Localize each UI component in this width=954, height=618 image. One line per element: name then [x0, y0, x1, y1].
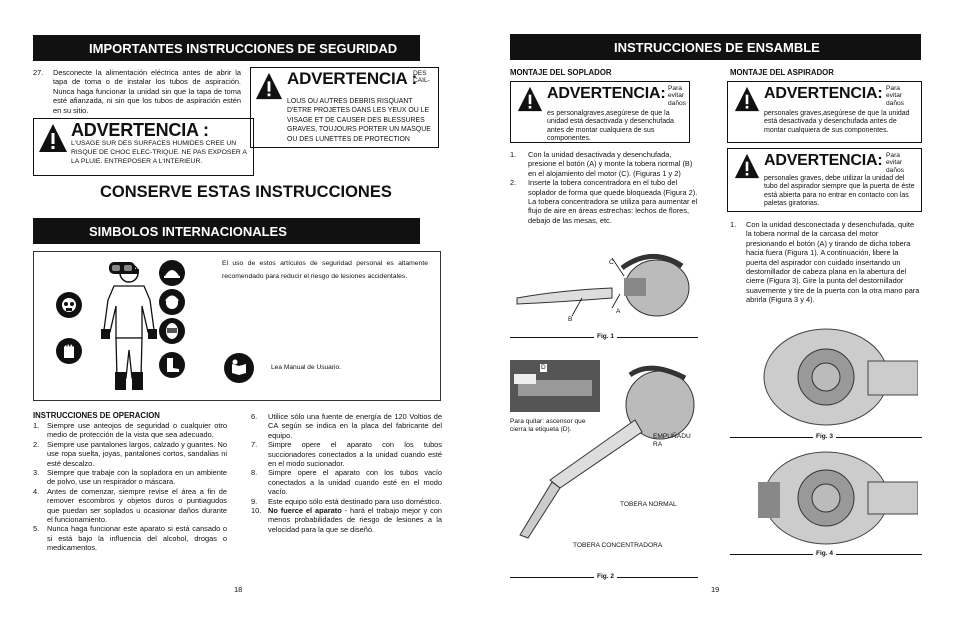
ear-protection-icon — [159, 289, 185, 315]
right-header-bar: INSTRUCCIONES DE ENSAMBLE — [510, 34, 921, 60]
warning-text: LOUS OU AUTRES DEBRIS RISQUANT D'ETRE PROJETES DANS LES YEUX OU LE VISAGE ET DE CAUSER DES BLESSURES GRAVES, TOUJOURS PORTER UN MASQUE OU DES LUNETTES DE PROTECTION — [287, 98, 431, 143]
warning-title: ADVERTENCIA: — [764, 85, 883, 102]
warning-box-vacuum-1 — [727, 81, 922, 143]
fig2-nozzle-normal-label: TOBERA NORMAL — [620, 501, 677, 508]
warning-title: ADVERTENCIA : — [287, 69, 417, 88]
warning-box-blower — [510, 81, 690, 143]
blower-step: 2. Inserte la tobera concentradora en el tubo del soplador de forma que quede bloqueada (Figura 2). La tobera concentradora se utiliza para aumentar el flujo de aire en áreas estrechas: lechos de flores, debajo de las mesas, etc. — [510, 178, 698, 225]
fig2-label-d: D — [541, 364, 546, 371]
symbols-box — [33, 251, 441, 401]
warning-box-vacuum-2 — [727, 148, 922, 212]
blower-step: 1. Con la unidad desactivada y desenchufada, presione el botón (A) y monte la tobera normal (B) en el alojamiento del motor (C). (Figuras 1 y 2) — [510, 150, 693, 178]
figure-2-blower-illustration — [510, 360, 700, 550]
blower-heading: MONTAJE DEL SOPLADOR — [510, 68, 612, 77]
warning-triangle-icon — [734, 86, 760, 112]
operation-item: 8. Simpre opere el aparato con los tubos vacío conectados a la unidad cuando esté en el modo vacío. — [251, 468, 442, 497]
warning-box-debris — [250, 67, 439, 148]
warning-title: ADVERTENCIA: — [547, 85, 666, 102]
operation-list-a — [33, 421, 227, 553]
fig1-label-b: B — [568, 316, 573, 323]
warning-triangle-icon — [517, 86, 543, 112]
warning-text: es personalgraves,asegúrese de que la unidad está desactivada y desenchufada antes de montar cualquiera de sus componentes. — [547, 110, 674, 143]
vacuum-step: 1. Con la unidad desconectada y desenchufada, quite la tobera normal de la carcasa del motor presionando el botón (A) y tirando de dicha tobera hacia fuera (Figura 1). A continuación, libere la puerta del aspirador con cuidado insertando un destornillador de cabeza plana en la abertura del cierre (Figura 3). Gire la punta del destornillador suavemente y tire de la puerta con la otra mano para abrirla (Figura 3 y 4). — [730, 220, 920, 305]
warning-side-text: Para evitar daños — [886, 85, 904, 107]
operation-item: 2. Siempre use pantalones largos, calzado y guantes. No use ropa suelta, joyas, pantalones cortos, sandalias ni esté descalzo. — [33, 439, 227, 468]
warning-title: ADVERTENCIA : — [71, 120, 209, 140]
respirator-icon — [56, 292, 82, 318]
warning-text: personales graves,asegúrese de que la unidad está desactivada y desenchufada antes de montar cualquiera de sus componentes. — [764, 110, 910, 134]
symbols-bar: SIMBOLOS INTERNACIONALES — [33, 218, 420, 244]
fig2-nozzle-conc-label: TOBERA CONCENTRADORA — [573, 542, 663, 549]
hard-hat-icon — [159, 260, 185, 286]
operation-item: 1. Siempre use anteojos de seguridad o cualquier otro medio de protección de la vista que sea adecuado. — [33, 421, 227, 440]
operation-item: 3. Siempre que trabaje con la sopladora en un ambiente de polvo, use un respirador o máscara. — [33, 468, 227, 487]
warning-side-text: Para evitar daños — [886, 152, 904, 174]
figure-3-vacuum-door-illustration — [748, 325, 918, 433]
page-number-right: 19 — [711, 585, 720, 594]
warning-text: L'USAGE SUR DES SURFACES HUMIDES CREE UN RISQUE DE CHOC ELEC-TRIQUE. NE PAS EXPOSER A LA PLUIE. ENTREPOSER A L'INTERIEUR. — [71, 140, 247, 165]
warning-side-text: DES CAIL- — [413, 70, 430, 85]
read-manual-icon — [224, 353, 254, 383]
left-header-title: IMPORTANTES INSTRUCCIONES DE SEGURIDAD — [89, 40, 398, 56]
operation-list-b — [251, 412, 442, 534]
gloves-icon — [56, 338, 82, 364]
page-number-left: 18 — [234, 585, 243, 594]
figure-1-blower-illustration — [512, 238, 692, 328]
operation-heading: INSTRUCCIONES DE OPERACION — [33, 411, 160, 420]
warning-box-wet-surfaces — [33, 118, 254, 176]
warning-text: personales graves, debe utilizar la unidad del tubo del aspirador siempre que la puerta de éste está abierta para no entrar en contacto con las paletas giratorias. — [764, 175, 915, 208]
symbols-description: El uso de estos artículos de seguridad personal es altamente recomendado para reducir el riesgo de lesiones accidentales. — [222, 260, 428, 280]
item-27: 27. Desconecte la alimentación eléctrica antes de abrir la tapa de toma o de instalar los tubos de aspiración. Nunca haga funcionar la unidad sin que la tapa de toma esté afianzada, ni sin que los tubos de aspiración estén en su sitio. — [33, 68, 241, 115]
operation-item: 9. Este equipo sólo está destinado para uso doméstico. — [251, 496, 442, 506]
fig2-handle-label: EMPUÑADU RA — [653, 433, 691, 448]
warning-triangle-icon — [38, 123, 68, 153]
fig1-label-c: C — [609, 259, 614, 266]
operation-item: 4. Antes de comenzar, siempre revise el área a fin de remover escombros y objetos duros o puntiagudos que puedan ser soplados u ocasionar daños durante el funcionamiento. — [33, 486, 227, 525]
fig3-caption: Fig. 3 — [813, 433, 836, 440]
fig2-remove-tag-text: Para quitar: ascensor que cierra la etiqueta (D). — [510, 418, 586, 433]
operation-item-10: 10. No fuerce el aparato - hará el trabajo mejor y con menos probabilidades de riesgo de lesiones a la velocidad para la que se diseñó. — [251, 506, 442, 534]
safety-goggles-icon — [108, 258, 136, 278]
vacuum-steps — [730, 220, 920, 305]
vacuum-heading: MONTAJE DEL ASPIRADOR — [730, 68, 834, 77]
warning-side-text: Para evitar daños — [668, 85, 686, 107]
warning-triangle-icon — [734, 153, 760, 179]
operation-item: 6. Utilice sólo una fuente de energía de 120 Voltios de CA según se indica en la placa del fabricante del equipo. — [251, 412, 442, 440]
fig2-caption: Fig. 2 — [594, 573, 617, 580]
blower-steps — [510, 150, 700, 225]
operation-item: 7. Simpre opere el aparato con los tubos succionadores conectados a la unidad cuando esté en el modo sucionador. — [251, 440, 442, 469]
fig1-caption: Fig. 1 — [594, 333, 617, 340]
warning-title: ADVERTENCIA: — [764, 152, 883, 169]
operation-item: 5. Nunca haga funcionar este aparato si está cansado o si está bajo la influencia del alcohol, drogas o medicamentos. — [33, 524, 227, 553]
warning-triangle-icon — [255, 72, 283, 100]
read-manual-label: Lea Manual de Usuario. — [271, 364, 342, 371]
face-shield-icon — [159, 318, 185, 344]
conserve-heading: CONSERVE ESTAS INSTRUCCIONES — [100, 183, 392, 201]
fig4-caption: Fig. 4 — [813, 550, 836, 557]
fig1-label-a: A — [616, 308, 621, 315]
boots-icon — [159, 352, 185, 378]
figure-4-vacuum-door-illustration — [748, 448, 918, 548]
left-header-bar — [33, 35, 420, 61]
